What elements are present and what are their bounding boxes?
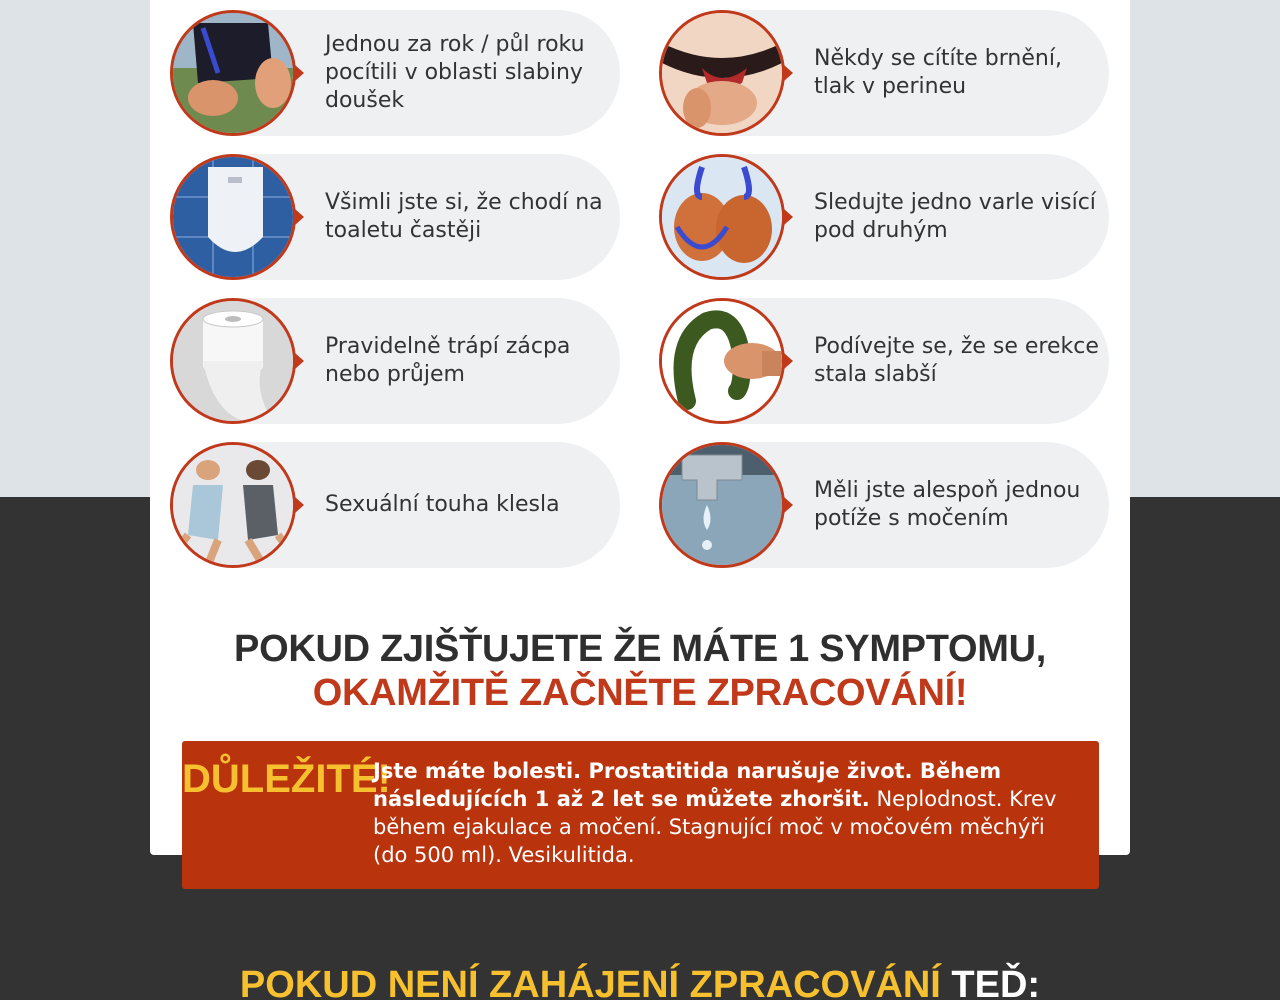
symptom-text: Sledujte jedno varle visící pod druhým [814, 190, 1096, 243]
pointer-arrow-icon [784, 497, 793, 513]
bent-cucumber-photo-icon [659, 298, 785, 424]
headline-main: POKUD ZJIŠŤUJETE ŽE MÁTE 1 SYMPTOMU, [234, 628, 1046, 670]
toilet-paper-photo-icon [170, 298, 296, 424]
couple-in-bed-photo-icon [170, 442, 296, 568]
bottom-headline-yellow: POKUD NENÍ ZAHÁJENÍ ZPRACOVÁNÍ [239, 964, 952, 1000]
groin-pain-photo-icon [170, 10, 296, 136]
symptom-text: Podívejte se, že se erekce stala slabší [814, 334, 1099, 387]
pointer-arrow-icon [295, 209, 304, 225]
symptom-item [170, 154, 620, 280]
pointer-arrow-icon [784, 209, 793, 225]
symptom-text: Někdy se cítíte brnění, tlak v perineu [814, 46, 1062, 99]
testicles-illustration-icon [659, 154, 785, 280]
symptom-item [659, 298, 1109, 424]
important-label: DŮLEŽITÉ! [182, 757, 391, 801]
symptom-text: Pravidelně trápí zácpa nebo průjem [325, 334, 571, 387]
pointer-arrow-icon [295, 497, 304, 513]
pointer-arrow-icon [295, 353, 304, 369]
symptom-text: Měli jste alespoň jednou potíže s močením [814, 478, 1081, 531]
headline-accent: OKAMŽITĚ ZAČNĚTE ZPRACOVÁNÍ! [312, 672, 968, 714]
symptom-text: Všimli jste si, že chodí na toaletu častěji [325, 190, 603, 243]
perineum-pressure-photo-icon [659, 10, 785, 136]
symptom-warning-headline [150, 627, 1130, 715]
bottom-headline-white: TEĎ: [951, 964, 1041, 1000]
pointer-arrow-icon [784, 65, 793, 81]
important-normal-text: Neplodnost. Krev během ejakulace a močení. Stagnující moč v močovém měchýři (do 500 ml). Vesikulitida. [373, 787, 1057, 867]
symptom-item [170, 442, 620, 568]
urinal-photo-icon [170, 154, 296, 280]
pointer-arrow-icon [295, 65, 304, 81]
dripping-faucet-photo-icon [659, 442, 785, 568]
symptom-item [659, 10, 1109, 136]
symptoms-card [150, 0, 1130, 855]
important-notice [182, 741, 1099, 889]
important-bold-text: Jste máte bolesti. Prostatitida narušuje život. Během následujících 1 až 2 let se můžete zhoršit. [373, 759, 1002, 811]
symptom-item [170, 10, 620, 136]
symptom-item [659, 442, 1109, 568]
symptom-text: Sexuální touha klesla [325, 492, 560, 517]
important-text [373, 757, 1063, 869]
symptom-item [659, 154, 1109, 280]
pointer-arrow-icon [784, 353, 793, 369]
symptom-text: Jednou za rok / půl roku pocítili v oblasti slabiny doušek [325, 32, 585, 113]
symptom-item [170, 298, 620, 424]
bottom-headline [0, 963, 1280, 1000]
